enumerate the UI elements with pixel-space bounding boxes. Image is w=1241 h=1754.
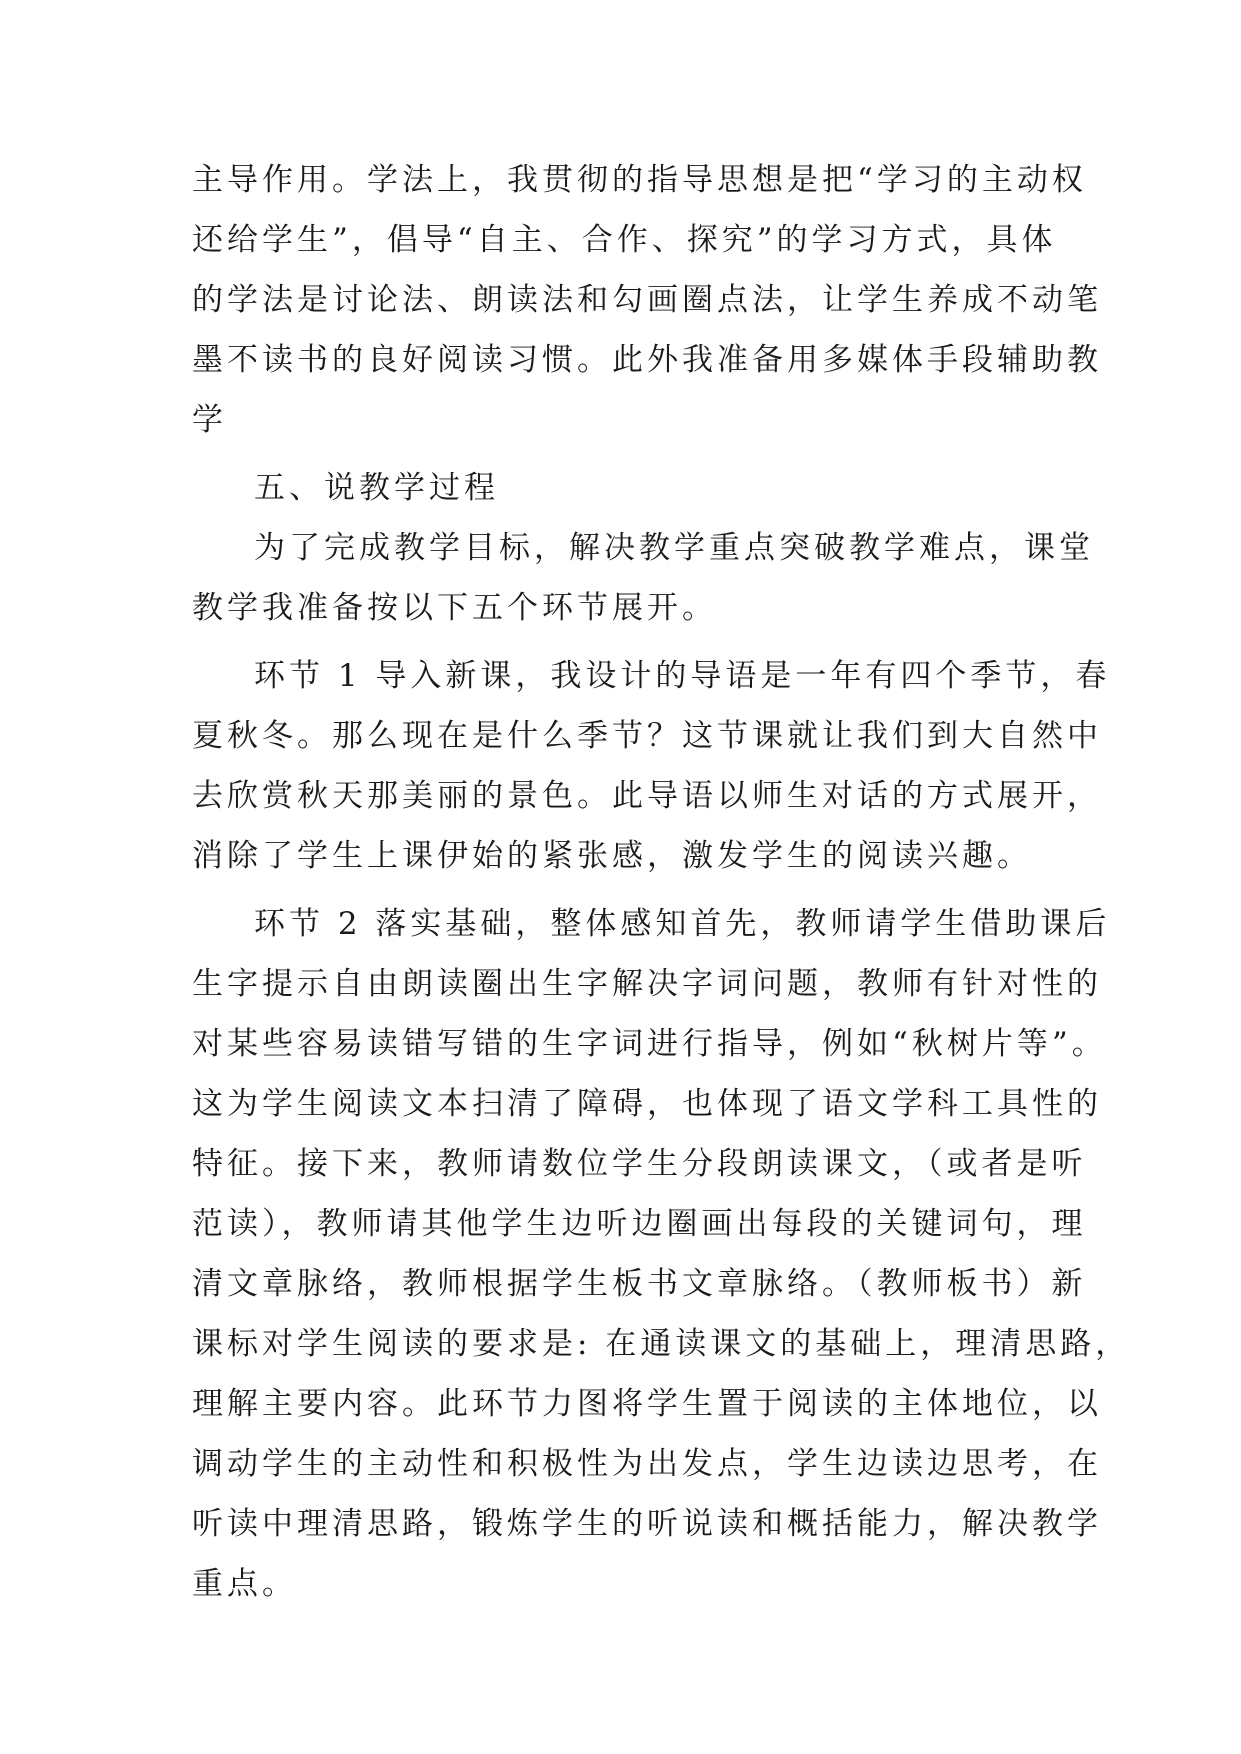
text-line: 环节 2 落实基础，整体感知首先，教师请学生借助课后	[254, 906, 1111, 942]
text-line: 特征。接下来，教师请数位学生分段朗读课文，（或者是听	[192, 1146, 1087, 1182]
text-line: 消除了学生上课伊始的紧张感，激发学生的阅读兴趣。	[192, 838, 1032, 874]
text-line: 墨不读书的良好阅读习惯。此外我准备用多媒体手段辅助教	[192, 342, 1102, 378]
text-line: 还给学生”，倡导“自主、合作、探究”的学习方式，具体	[192, 222, 1057, 258]
text-line: 调动学生的主动性和积极性为出发点，学生边读边思考，在	[192, 1446, 1102, 1482]
section-heading	[192, 458, 1052, 518]
document-page	[192, 150, 1131, 1614]
text-line: 清文章脉络，教师根据学生板书文章脉络。（教师板书）新	[192, 1266, 1087, 1302]
text-line: 听读中理清思路，锻炼学生的听说读和概括能力，解决教学	[192, 1506, 1102, 1542]
text-line: 生字提示自由朗读圈出生字解决字词问题，教师有针对性的	[192, 966, 1102, 1002]
text-line: 为了完成教学目标，解决教学重点突破教学难点，课堂	[254, 530, 1094, 566]
text-line: 学	[192, 402, 227, 438]
text-line: 课标对学生阅读的要求是: 在通读课文的基础上，理清思路，	[192, 1326, 1131, 1362]
text-line: 去欣赏秋天那美丽的景色。此导语以师生对话的方式展开，	[192, 778, 1102, 814]
text-line: 对某些容易读错写错的生字词进行指导，例如“秋树片等”。	[192, 1026, 1107, 1062]
paragraph	[192, 150, 1102, 450]
text-line: 重点。	[192, 1566, 297, 1602]
paragraph	[192, 894, 1131, 1614]
heading-line: 五、说教学过程	[254, 470, 499, 506]
text-line: 主导作用。学法上，我贯彻的指导思想是把“学习的主动权	[192, 162, 1087, 198]
text-line: 这为学生阅读文本扫清了障碍，也体现了语文学科工具性的	[192, 1086, 1102, 1122]
text-line: 范读），教师请其他学生边听边圈画出每段的关键词句，理	[192, 1206, 1087, 1242]
paragraph	[192, 518, 1094, 638]
text-line: 夏秋冬。那么现在是什么季节？这节课就让我们到大自然中	[192, 718, 1102, 754]
text-line: 教学我准备按以下五个环节展开。	[192, 590, 717, 626]
paragraph	[192, 646, 1111, 886]
text-line: 环节 1 导入新课，我设计的导语是一年有四个季节，春	[254, 658, 1111, 694]
text-line: 的学法是讨论法、朗读法和勾画圈点法，让学生养成不动笔	[192, 282, 1102, 318]
text-line: 理解主要内容。此环节力图将学生置于阅读的主体地位，以	[192, 1386, 1102, 1422]
